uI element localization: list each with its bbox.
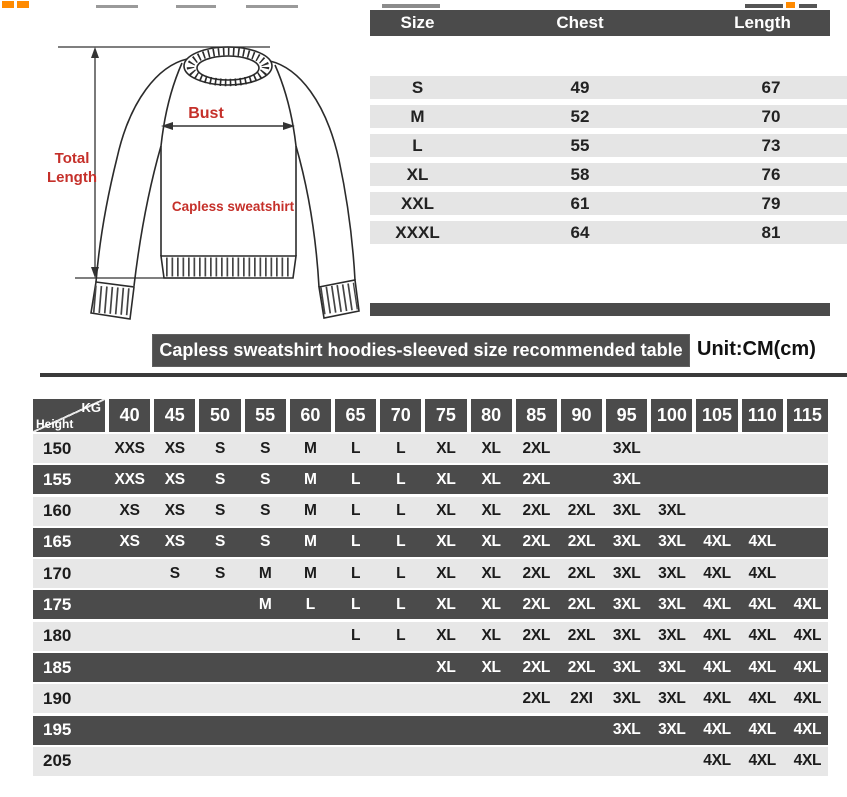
matrix-cell: 4XL — [748, 533, 776, 551]
height-label: 155 — [43, 469, 72, 489]
matrix-cell: 4XL — [793, 595, 822, 613]
weight-header-cell: 75 — [425, 399, 466, 432]
matrix-cell: 2XL — [522, 564, 551, 582]
chest-cell: 52 — [570, 106, 590, 126]
clipped-text-fragment — [246, 5, 298, 8]
matrix-cell: L — [350, 564, 361, 582]
matrix-cell: 3XL — [612, 689, 641, 707]
matrix-cell: 3XL — [658, 564, 686, 582]
matrix-cell: S — [260, 533, 271, 551]
matrix-cell: M — [304, 564, 317, 582]
matrix-cell: L — [350, 533, 361, 551]
weight-header-cell: 65 — [335, 399, 376, 432]
matrix-header-row — [33, 399, 828, 432]
clipped-text-fragment — [96, 5, 138, 8]
matrix-row — [33, 747, 828, 776]
matrix-cell: S — [214, 533, 225, 551]
left-sleeve-outer — [96, 59, 187, 282]
corner-kg-label: KG — [81, 400, 101, 415]
matrix-cell: 2XL — [567, 658, 596, 676]
matrix-row — [33, 528, 828, 557]
size-cell: S — [411, 77, 424, 97]
weight-header-cell: 90 — [561, 399, 602, 432]
hem-band — [161, 256, 296, 278]
matrix-cell: S — [260, 470, 271, 488]
matrix-cell: S — [260, 439, 271, 457]
matrix-cell: L — [396, 595, 406, 613]
matrix-cell: M — [258, 564, 272, 582]
matrix-cell: XL — [481, 595, 501, 613]
matrix-cell: 4XL — [793, 627, 822, 645]
matrix-cell: XL — [481, 439, 501, 457]
matrix-cell: XL — [481, 658, 501, 676]
matrix-cell: XS — [119, 533, 140, 551]
matrix-cell: 2XI — [570, 689, 593, 707]
clipped-text-fragment — [17, 1, 29, 8]
height-label: 165 — [43, 532, 72, 552]
weight-header-cell: 105 — [696, 399, 737, 432]
size-cell: M — [410, 106, 425, 126]
matrix-cell: 4XL — [793, 689, 822, 707]
matrix-cell: 2XL — [522, 439, 551, 457]
matrix-cell: 4XL — [748, 564, 776, 582]
size-table-row — [370, 192, 847, 215]
size-cell: XXL — [400, 193, 435, 213]
matrix-row — [33, 622, 828, 651]
matrix-cell: S — [214, 470, 225, 488]
matrix-cell: L — [305, 595, 315, 613]
matrix-cell: 2XL — [522, 689, 551, 707]
size-table-footer-bar — [370, 303, 830, 316]
matrix-cell: 3XL — [612, 533, 641, 551]
matrix-cell: XS — [164, 533, 185, 551]
size-table-row — [370, 163, 847, 186]
matrix-cell: 4XL — [748, 595, 776, 613]
weight-header-cell: 50 — [199, 399, 240, 432]
column-header-length: Length — [734, 13, 791, 32]
matrix-cell: 4XL — [793, 721, 822, 739]
height-label: 180 — [43, 626, 72, 646]
weight-header-cell: 115 — [787, 399, 828, 432]
matrix-cell: XL — [481, 564, 501, 582]
matrix-cell: 4XL — [793, 752, 822, 770]
size-cell: L — [412, 135, 423, 155]
divider-rule — [40, 373, 847, 377]
height-label: 160 — [43, 501, 72, 521]
weight-header-cell: 40 — [109, 399, 150, 432]
matrix-cell: 3XL — [612, 439, 641, 457]
clipped-text-fragment — [799, 4, 817, 8]
matrix-cell: 4XL — [748, 658, 776, 676]
length-cell: 73 — [761, 135, 781, 155]
matrix-cell: 4XL — [703, 595, 731, 613]
matrix-cell: XL — [436, 439, 456, 457]
matrix-cell: 4XL — [748, 721, 776, 739]
total-length-label-line1: Total — [54, 150, 90, 167]
matrix-cell: XL — [436, 627, 456, 645]
matrix-cell: M — [304, 470, 317, 488]
clipped-text-fragment — [2, 1, 14, 8]
arrowhead-up — [91, 47, 99, 58]
matrix-cell: XXS — [114, 439, 145, 457]
chest-cell: 61 — [570, 193, 590, 213]
matrix-cell: S — [214, 564, 225, 582]
matrix-cell: XL — [436, 564, 456, 582]
matrix-cell: 3XL — [612, 564, 641, 582]
matrix-body — [33, 434, 828, 776]
matrix-cell: 4XL — [748, 752, 776, 770]
height-label: 185 — [43, 657, 72, 677]
weight-header-cell: 100 — [651, 399, 692, 432]
matrix-cell: 3XL — [612, 502, 641, 520]
matrix-cell: 2XL — [522, 502, 551, 520]
matrix-row — [33, 434, 828, 463]
matrix-row — [33, 465, 828, 494]
column-header-chest: Chest — [556, 13, 604, 32]
matrix-cell: XS — [119, 502, 140, 520]
length-cell: 76 — [761, 164, 781, 184]
matrix-cell: XS — [164, 439, 185, 457]
matrix-cell: 4XL — [703, 721, 731, 739]
matrix-cell: 4XL — [703, 658, 731, 676]
matrix-cell: M — [304, 439, 317, 457]
height-label: 170 — [43, 563, 72, 583]
matrix-cell: L — [350, 439, 361, 457]
clipped-text-fragment — [176, 5, 216, 8]
matrix-cell: 3XL — [612, 721, 641, 739]
sweatshirt-diagram — [30, 30, 375, 320]
matrix-cell: 3XL — [612, 595, 641, 613]
size-table-body — [370, 76, 847, 250]
matrix-cell: M — [304, 502, 317, 520]
weight-header-cell: 85 — [516, 399, 557, 432]
matrix-cell: 2XL — [522, 658, 551, 676]
clipped-text-fragment — [745, 4, 783, 8]
matrix-cell: XXS — [114, 470, 145, 488]
matrix-cell: L — [396, 627, 406, 645]
bust-label: Bust — [188, 105, 224, 122]
size-cell: XL — [406, 164, 429, 184]
matrix-cell: 2XL — [522, 470, 551, 488]
matrix-cell: 4XL — [703, 533, 731, 551]
matrix-cell: S — [260, 502, 271, 520]
right-shoulder-seam — [275, 65, 296, 146]
unit-label: Unit:CM(cm) — [697, 338, 816, 360]
total-length-label-line2: Length — [47, 169, 97, 186]
matrix-cell: S — [214, 502, 225, 520]
left-cuff-ribbing — [94, 299, 131, 302]
chest-cell: 49 — [570, 77, 590, 97]
matrix-cell: XL — [436, 533, 456, 551]
matrix-cell: L — [350, 595, 361, 613]
length-cell: 79 — [761, 193, 781, 213]
right-cuff-ribbing — [322, 296, 356, 301]
matrix-cell: 3XL — [658, 689, 686, 707]
matrix-cell: 3XL — [658, 627, 686, 645]
matrix-cell: L — [350, 502, 361, 520]
matrix-cell: L — [396, 502, 406, 520]
left-sleeve-inner — [134, 146, 161, 286]
matrix-cell: 3XL — [612, 470, 641, 488]
right-sleeve-inner — [296, 146, 319, 287]
weight-header-cell: 80 — [471, 399, 512, 432]
matrix-row — [33, 497, 828, 526]
size-table-header — [370, 10, 830, 36]
matrix-cell: 3XL — [658, 533, 686, 551]
clipped-text-fragment — [382, 4, 440, 8]
matrix-cell: L — [396, 564, 406, 582]
matrix-cell: 4XL — [748, 689, 776, 707]
matrix-cell: XL — [481, 627, 501, 645]
height-label: 175 — [43, 594, 72, 614]
matrix-cell: 2XL — [567, 533, 596, 551]
matrix-cell: 2XL — [522, 627, 551, 645]
matrix-cell: XL — [481, 533, 501, 551]
matrix-cell: L — [350, 470, 361, 488]
weight-header-cell: 110 — [742, 399, 783, 432]
matrix-row — [33, 653, 828, 682]
length-cell: 81 — [761, 222, 781, 242]
matrix-cell: 3XL — [658, 502, 686, 520]
clipped-text-fragment — [786, 2, 795, 8]
matrix-cell: 4XL — [703, 564, 731, 582]
chest-cell: 64 — [570, 222, 590, 242]
matrix-cell: XL — [436, 502, 456, 520]
matrix-cell: 2XL — [522, 595, 551, 613]
weight-header-cell: 45 — [154, 399, 195, 432]
recommendation-matrix — [33, 399, 828, 778]
size-table-row — [370, 221, 847, 244]
matrix-cell: 4XL — [748, 627, 776, 645]
matrix-cell: S — [169, 564, 180, 582]
matrix-row — [33, 590, 828, 619]
chest-cell: 55 — [570, 135, 590, 155]
weight-header-cell: 95 — [606, 399, 647, 432]
matrix-cell: 2XL — [567, 502, 596, 520]
matrix-cell: XL — [436, 470, 456, 488]
matrix-cell: 2XL — [567, 627, 596, 645]
matrix-cell: 4XL — [703, 689, 731, 707]
matrix-cell: XL — [481, 470, 501, 488]
matrix-cell: S — [214, 439, 225, 457]
matrix-cell: XL — [481, 502, 501, 520]
matrix-cell: XL — [436, 658, 456, 676]
matrix-cell: L — [396, 470, 406, 488]
height-label: 190 — [43, 688, 72, 708]
matrix-cell: 3XL — [658, 658, 686, 676]
matrix-cell: 2XL — [522, 533, 551, 551]
matrix-cell: 4XL — [703, 627, 731, 645]
matrix-cell: XL — [436, 595, 456, 613]
matrix-cell: 4XL — [703, 752, 731, 770]
garment-label: Capless sweatshirt — [171, 199, 295, 214]
matrix-corner-cell — [33, 399, 105, 432]
weight-header-cell: 70 — [380, 399, 421, 432]
matrix-row — [33, 559, 828, 588]
matrix-cell: 4XL — [793, 658, 822, 676]
matrix-cell: L — [350, 627, 361, 645]
matrix-cell: 2XL — [567, 595, 596, 613]
size-table-row — [370, 105, 847, 128]
height-label: 205 — [43, 751, 72, 771]
column-header-size: Size — [400, 13, 435, 32]
matrix-row — [33, 684, 828, 713]
height-label: 150 — [43, 438, 72, 458]
recommendation-banner: Capless sweatshirt hoodies-sleeved size recommended table — [152, 334, 690, 367]
matrix-cell: 3XL — [658, 595, 686, 613]
matrix-cell: 3XL — [612, 658, 641, 676]
matrix-cell: L — [396, 533, 406, 551]
matrix-cell: XS — [164, 470, 185, 488]
chest-cell: 58 — [570, 164, 590, 184]
matrix-cell: L — [396, 439, 406, 457]
matrix-cell: 3XL — [658, 721, 686, 739]
matrix-cell: 2XL — [567, 564, 596, 582]
corner-height-label: Height — [36, 417, 74, 431]
matrix-row — [33, 716, 828, 745]
matrix-cell: M — [304, 533, 317, 551]
height-label: 195 — [43, 720, 72, 740]
weight-header-cell: 55 — [245, 399, 286, 432]
matrix-cell: M — [258, 595, 272, 613]
size-table-row — [370, 76, 847, 99]
matrix-cell: XS — [164, 502, 185, 520]
weight-header-cell: 60 — [290, 399, 331, 432]
left-shoulder-seam — [161, 63, 182, 146]
right-sleeve-outer — [270, 61, 355, 280]
size-table-row — [370, 134, 847, 157]
length-cell: 70 — [761, 106, 781, 126]
matrix-cell: 3XL — [612, 627, 641, 645]
size-cell: XXXL — [395, 222, 440, 242]
length-cell: 67 — [761, 77, 781, 97]
